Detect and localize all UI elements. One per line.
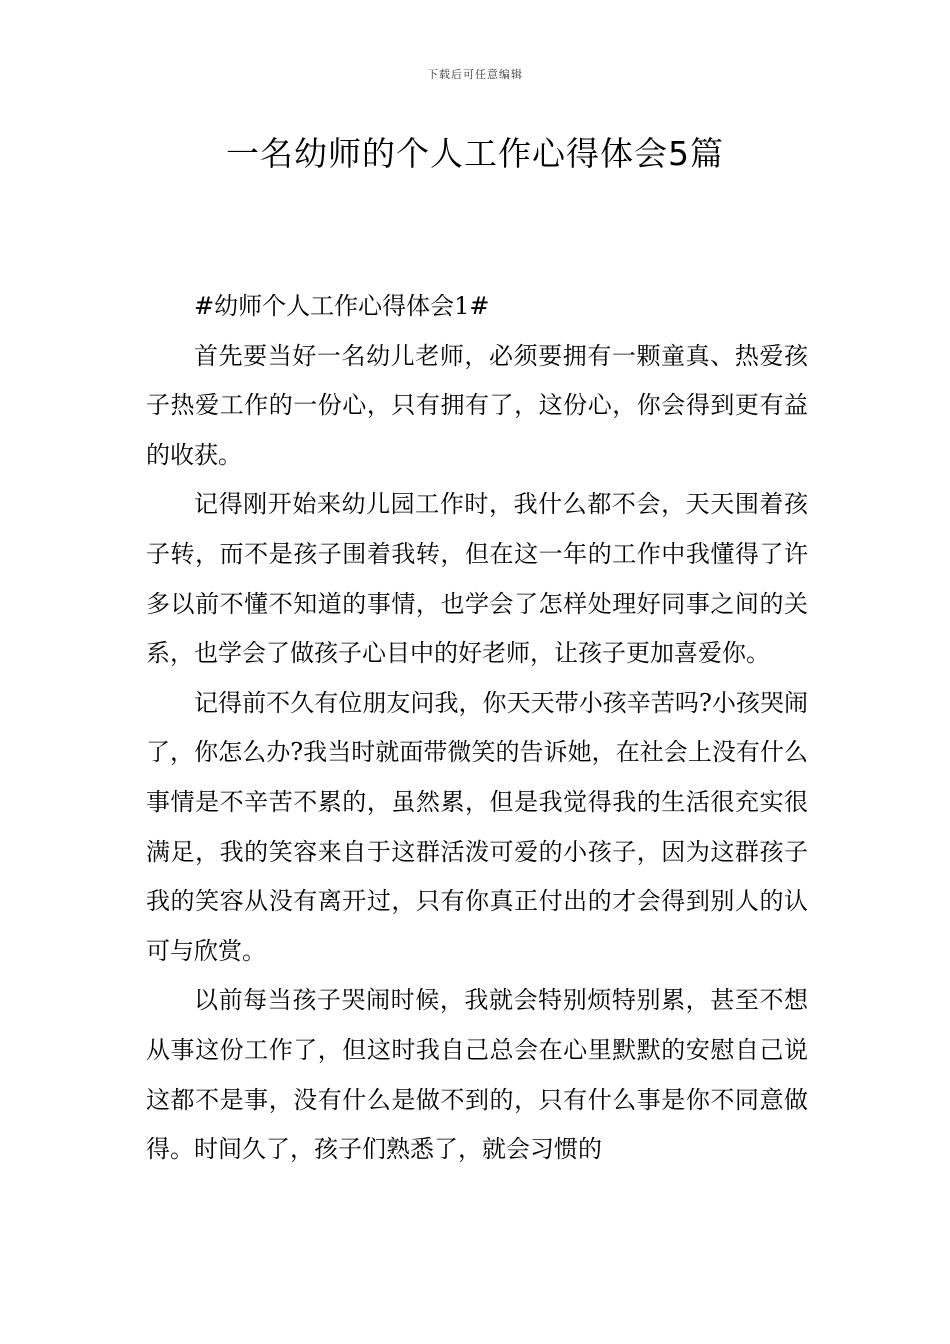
paragraph: 首先要当好一名幼儿老师，必须要拥有一颗童真、热爱孩子热爱工作的一份心，只有拥有了，这份心，你会得到更有益的收获。: [146, 341, 808, 469]
section-heading: #幼师个人工作心得体会1#: [194, 292, 490, 320]
header-note: 下载后可任意编辑: [427, 68, 523, 81]
paragraph: 以前每当孩子哭闹时候，我就会特别烦特别累，甚至不想从事这份工作了，但这时我自己总会在心里默默的安慰自己说这都不是事，没有什么是做不到的，只有什么事是你不同意做得。时间久了，孩子们熟悉了，就会习惯的: [146, 986, 808, 1164]
document-title: 一名幼师的个人工作心得体会5篇: [226, 134, 724, 173]
document-body: [146, 282, 808, 1175]
paragraph: 记得前不久有位朋友问我，你天天带小孩辛苦吗?小孩哭闹了，你怎么办?我当时就面带微笑的告诉她，在社会上没有什么事情是不辛苦不累的，虽然累，但是我觉得我的生活很充实很满足，我的笑容来自于这群活泼可爱的小孩子，因为这群孩子我的笑容从没有离开过，只有你真正付出的才会得到别人的认可与欣赏。: [146, 688, 808, 965]
paragraph: 记得刚开始来幼儿园工作时，我什么都不会，天天围着孩子转，而不是孩子围着我转，但在这一年的工作中我懂得了许多以前不懂不知道的事情，也学会了怎样处理好同事之间的关系，也学会了做孩子心目中的好老师，让孩子更加喜爱你。: [146, 490, 808, 668]
